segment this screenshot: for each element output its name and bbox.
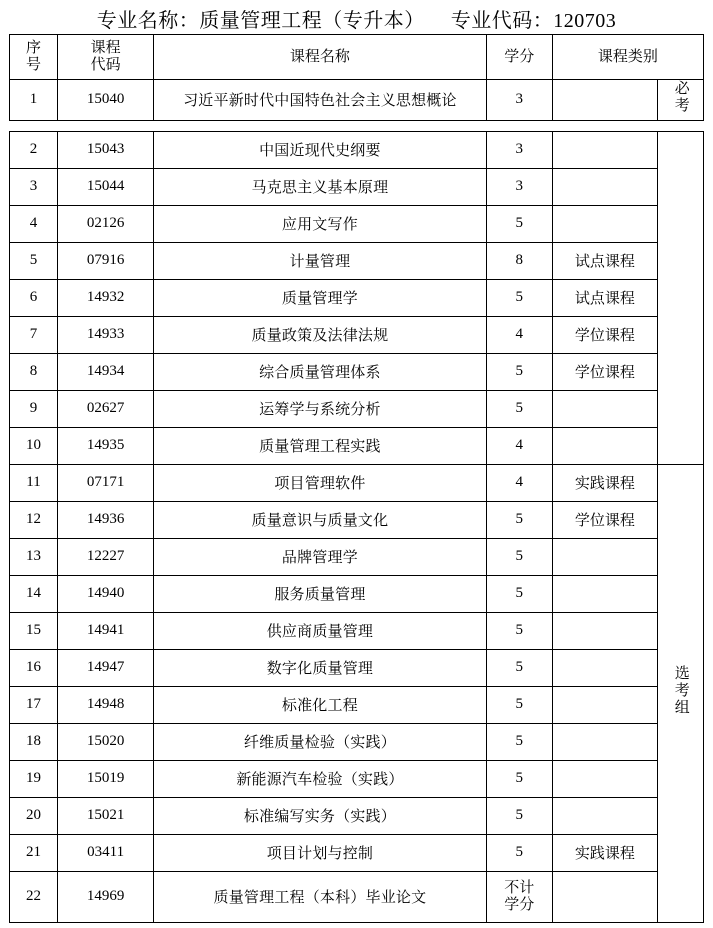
cell-credit: 5 [486, 390, 552, 427]
table-row [10, 871, 704, 922]
cell-credit: 5 [486, 279, 552, 316]
cell-category [552, 686, 657, 723]
table-row [10, 205, 704, 242]
cell-category [552, 80, 657, 121]
cell-no: 10 [10, 427, 58, 464]
cell-name: 数字化质量管理 [154, 649, 486, 686]
table-row [10, 575, 704, 612]
cell-no: 22 [10, 871, 58, 922]
table-row [10, 427, 704, 464]
column-header-category: 课程类别 [552, 35, 703, 80]
cell-group-required-continued [657, 131, 703, 464]
cell-no: 13 [10, 538, 58, 575]
cell-code: 15040 [58, 80, 154, 121]
table-header-row [10, 35, 704, 80]
cell-group-optional [657, 464, 703, 922]
major-name-label: 专业名称：质量管理工程（专升本） [96, 10, 425, 32]
cell-category: 实践课程 [552, 464, 657, 501]
cell-category: 试点课程 [552, 242, 657, 279]
cell-category [552, 575, 657, 612]
cell-name: 综合质量管理体系 [154, 353, 486, 390]
cell-category: 学位课程 [552, 353, 657, 390]
cell-no: 21 [10, 834, 58, 871]
cell-code: 14941 [58, 612, 154, 649]
cell-name: 项目管理软件 [154, 464, 486, 501]
table-gap [9, 121, 704, 131]
table-row [10, 723, 704, 760]
cell-name: 质量管理工程（本科）毕业论文 [154, 871, 486, 922]
table-row [10, 316, 704, 353]
cell-credit: 5 [486, 797, 552, 834]
cell-credit: 3 [486, 131, 552, 168]
cell-name: 标准化工程 [154, 686, 486, 723]
cell-category [552, 427, 657, 464]
cell-name: 质量政策及法律法规 [154, 316, 486, 353]
table-row [10, 612, 704, 649]
group-label-optional: 选考组 [672, 664, 689, 716]
course-table-section-top [9, 34, 704, 121]
cell-category: 学位课程 [552, 316, 657, 353]
cell-name: 标准编写实务（实践） [154, 797, 486, 834]
cell-name: 纤维质量检验（实践） [154, 723, 486, 760]
cell-code: 14948 [58, 686, 154, 723]
cell-credit: 5 [486, 760, 552, 797]
cell-no: 4 [10, 205, 58, 242]
cell-credit: 5 [486, 723, 552, 760]
group-label-required: 必考 [672, 80, 689, 114]
cell-no: 9 [10, 390, 58, 427]
cell-credit: 不计 学分 [486, 871, 552, 922]
cell-code: 15019 [58, 760, 154, 797]
cell-credit: 5 [486, 538, 552, 575]
cell-name: 质量意识与质量文化 [154, 501, 486, 538]
cell-category [552, 723, 657, 760]
table-row [10, 131, 704, 168]
course-table-header [9, 34, 704, 121]
table-row [10, 797, 704, 834]
table-row [10, 353, 704, 390]
cell-credit: 5 [486, 686, 552, 723]
cell-category: 学位课程 [552, 501, 657, 538]
column-header-code: 课程 代码 [58, 35, 154, 80]
cell-name: 质量管理学 [154, 279, 486, 316]
cell-code: 02126 [58, 205, 154, 242]
cell-no: 5 [10, 242, 58, 279]
cell-name: 服务质量管理 [154, 575, 486, 612]
cell-credit: 4 [486, 316, 552, 353]
cell-category [552, 538, 657, 575]
cell-no: 17 [10, 686, 58, 723]
cell-name: 马克思主义基本原理 [154, 168, 486, 205]
cell-category [552, 760, 657, 797]
column-header-credit: 学分 [486, 35, 552, 80]
cell-credit: 3 [486, 168, 552, 205]
cell-code: 14933 [58, 316, 154, 353]
cell-category [552, 797, 657, 834]
cell-category [552, 871, 657, 922]
cell-credit: 5 [486, 353, 552, 390]
cell-code: 14969 [58, 871, 154, 922]
cell-no: 18 [10, 723, 58, 760]
course-table-body [9, 131, 704, 923]
table-row [10, 242, 704, 279]
cell-category [552, 131, 657, 168]
cell-credit: 5 [486, 205, 552, 242]
cell-no: 3 [10, 168, 58, 205]
table-row [10, 464, 704, 501]
cell-no: 7 [10, 316, 58, 353]
cell-no: 14 [10, 575, 58, 612]
cell-name: 质量管理工程实践 [154, 427, 486, 464]
cell-credit: 4 [486, 464, 552, 501]
cell-category: 实践课程 [552, 834, 657, 871]
cell-no: 2 [10, 131, 58, 168]
table-row [10, 538, 704, 575]
cell-code: 14934 [58, 353, 154, 390]
cell-name: 供应商质量管理 [154, 612, 486, 649]
cell-no: 20 [10, 797, 58, 834]
table-row [10, 279, 704, 316]
cell-code: 03411 [58, 834, 154, 871]
table-row [10, 80, 704, 121]
cell-name: 中国近现代史纲要 [154, 131, 486, 168]
cell-category [552, 168, 657, 205]
table-row [10, 390, 704, 427]
cell-code: 15020 [58, 723, 154, 760]
cell-code: 14935 [58, 427, 154, 464]
cell-no: 11 [10, 464, 58, 501]
cell-category [552, 649, 657, 686]
cell-credit: 5 [486, 501, 552, 538]
cell-category [552, 390, 657, 427]
table-row [10, 168, 704, 205]
cell-credit: 5 [486, 612, 552, 649]
table-row [10, 649, 704, 686]
cell-category [552, 612, 657, 649]
column-header-name: 课程名称 [154, 35, 486, 80]
cell-name: 新能源汽车检验（实践） [154, 760, 486, 797]
cell-no: 19 [10, 760, 58, 797]
cell-name: 应用文写作 [154, 205, 486, 242]
table-row [10, 501, 704, 538]
cell-name: 项目计划与控制 [154, 834, 486, 871]
cell-no: 15 [10, 612, 58, 649]
cell-no: 12 [10, 501, 58, 538]
cell-name: 计量管理 [154, 242, 486, 279]
cell-name: 运筹学与系统分析 [154, 390, 486, 427]
cell-category [552, 205, 657, 242]
cell-code: 02627 [58, 390, 154, 427]
cell-code: 15044 [58, 168, 154, 205]
cell-code: 14947 [58, 649, 154, 686]
cell-category: 试点课程 [552, 279, 657, 316]
cell-code: 14940 [58, 575, 154, 612]
cell-no: 16 [10, 649, 58, 686]
cell-name: 品牌管理学 [154, 538, 486, 575]
cell-name: 习近平新时代中国特色社会主义思想概论 [154, 80, 486, 121]
cell-credit: 4 [486, 427, 552, 464]
cell-code: 14932 [58, 279, 154, 316]
cell-code: 12227 [58, 538, 154, 575]
table-row [10, 686, 704, 723]
table-row [10, 834, 704, 871]
page-title [9, 0, 704, 34]
cell-code: 15043 [58, 131, 154, 168]
cell-no: 1 [10, 80, 58, 121]
cell-credit: 8 [486, 242, 552, 279]
table-row [10, 760, 704, 797]
cell-no: 8 [10, 353, 58, 390]
cell-credit: 5 [486, 649, 552, 686]
cell-code: 07171 [58, 464, 154, 501]
column-header-no: 序 号 [10, 35, 58, 80]
cell-credit: 5 [486, 834, 552, 871]
major-code-label: 专业代码：120703 [450, 10, 617, 32]
cell-group-required [657, 80, 703, 121]
cell-code: 14936 [58, 501, 154, 538]
cell-code: 15021 [58, 797, 154, 834]
cell-credit: 3 [486, 80, 552, 121]
cell-code: 07916 [58, 242, 154, 279]
cell-no: 6 [10, 279, 58, 316]
cell-credit: 5 [486, 575, 552, 612]
